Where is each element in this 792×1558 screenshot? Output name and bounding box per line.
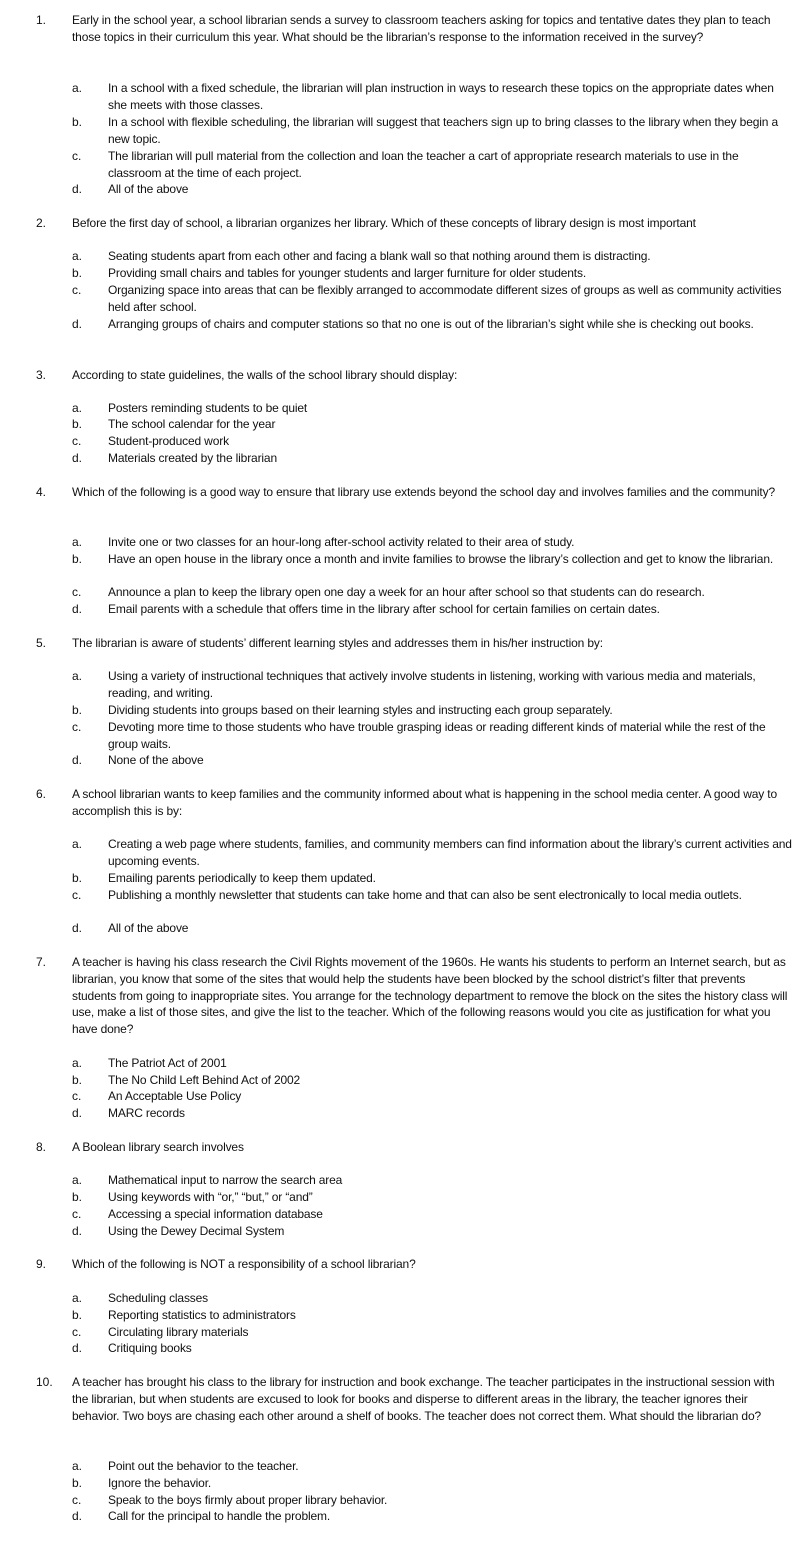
option-letter: d. — [72, 602, 83, 616]
option-letter: c. — [72, 434, 82, 448]
question-text: A teacher is having his class research the Civil Rights movement of the 1960s. He wants his students to perform an Internet search, but as librarian, you know that some of the sites that would help the students have been blocked by the school district’s filter that prevents students from going to inappropriate sites. You arrange for the technology department to remove the block on the sites the history class will use, make a list of those sites, and give the list to the teacher. Which of the following reasons would you cite as justification for what you have done? — [72, 955, 788, 1037]
question-text: Before the first day of school, a librarian organizes her library. Which of these concepts of library design is most important — [72, 216, 696, 230]
question-text: A school librarian wants to keep families and the community informed about what is happening in the school media center. A good way to accomplish this is by: — [72, 787, 777, 818]
option-text: Devoting more time to those students who have trouble grasping ideas or reading different kinds of material while the rest of the group waits. — [108, 720, 766, 751]
option-text: Mathematical input to narrow the search area — [108, 1173, 343, 1187]
question-number: 2. — [36, 216, 47, 230]
option-letter: c. — [72, 888, 82, 902]
option-letter: c. — [72, 585, 82, 599]
option-text: Providing small chairs and tables for younger students and larger furniture for older students. — [108, 266, 587, 280]
option-letter: b. — [72, 703, 83, 717]
option-letter: d. — [72, 1341, 83, 1355]
question-number: 1. — [36, 13, 47, 27]
option-text: Have an open house in the library once a month and invite families to browse the library’s collection and get to know the librarian. — [108, 552, 774, 566]
option-letter: b. — [72, 871, 83, 885]
option-text: Ignore the behavior. — [108, 1476, 212, 1490]
question-text: The librarian is aware of students’ different learning styles and addresses them in his/her instruction by: — [72, 636, 603, 650]
option-letter: c. — [72, 1089, 82, 1103]
option-text: Accessing a special information database — [108, 1207, 323, 1221]
option-letter: c. — [72, 1207, 82, 1221]
option-letter: a. — [72, 249, 83, 263]
option-letter: a. — [72, 1459, 83, 1473]
option-letter: a. — [72, 1173, 83, 1187]
option-letter: b. — [72, 552, 83, 566]
option-text: Point out the behavior to the teacher. — [108, 1459, 299, 1473]
question-text: A teacher has brought his class to the library for instruction and book exchange. The teacher participates in the instructional session with the librarian, but when students are excused to look for books and disperse to different areas in the library, the teacher ignores their behavior. Two boys are chasing each other around a shelf of books. The teacher does not correct them. What should the librarian do? — [72, 1375, 775, 1423]
question-text: A Boolean library search involves — [72, 1140, 244, 1154]
option-letter: d. — [72, 317, 83, 331]
option-text: Emailing parents periodically to keep them updated. — [108, 871, 376, 885]
option-text: In a school with a fixed schedule, the librarian will plan instruction in ways to research these topics on the appropriate dates when she meets with those classes. — [108, 81, 774, 112]
option-letter: b. — [72, 1073, 83, 1087]
option-text: Announce a plan to keep the library open one day a week for an hour after school so that students can do research. — [108, 585, 705, 599]
option-text: Invite one or two classes for an hour-long after-school activity related to their area of study. — [108, 535, 575, 549]
option-letter: c. — [72, 149, 82, 163]
option-text: Using keywords with “or,” “but,” or “and” — [108, 1190, 313, 1204]
option-letter: a. — [72, 1056, 83, 1070]
question-text: According to state guidelines, the walls of the school library should display: — [72, 368, 458, 382]
option-text: Reporting statistics to administrators — [108, 1308, 296, 1322]
option-letter: a. — [72, 401, 83, 415]
option-text: An Acceptable Use Policy — [108, 1089, 242, 1103]
question-text: Which of the following is a good way to ensure that library use extends beyond the school day and involves families and the community? — [72, 485, 775, 499]
option-letter: c. — [72, 1493, 82, 1507]
option-text: Organizing space into areas that can be flexibly arranged to accommodate different sizes of groups as well as community activities held after school. — [108, 283, 782, 314]
option-text: Student-produced work — [108, 434, 229, 448]
option-letter: d. — [72, 753, 83, 767]
option-letter: d. — [72, 921, 83, 935]
option-letter: d. — [72, 1509, 83, 1523]
option-letter: c. — [72, 283, 82, 297]
option-text: Speak to the boys firmly about proper library behavior. — [108, 1493, 388, 1507]
option-text: None of the above — [108, 753, 204, 767]
option-text: MARC records — [108, 1106, 185, 1120]
option-letter: b. — [72, 115, 83, 129]
option-text: All of the above — [108, 921, 189, 935]
option-text: Call for the principal to handle the problem. — [108, 1509, 331, 1523]
option-letter: d. — [72, 1224, 83, 1238]
question-number: 3. — [36, 368, 47, 382]
option-text: Publishing a monthly newsletter that students can take home and that can also be sent electronically to local media outlets. — [108, 888, 742, 902]
option-text: Using a variety of instructional techniques that actively involve students in listening, working with various media and materials, reading, and writing. — [108, 669, 756, 700]
question-text: Early in the school year, a school librarian sends a survey to classroom teachers asking for topics and tentative dates they plan to teach those topics in their curriculum this year. What should be the librarian’s response to the information received in the survey? — [72, 13, 771, 44]
question-text: Which of the following is NOT a responsibility of a school librarian? — [72, 1257, 416, 1271]
option-text: Arranging groups of chairs and computer stations so that no one is out of the librarian’s sight while she is checking out books. — [108, 317, 754, 331]
option-text: Using the Dewey Decimal System — [108, 1224, 285, 1238]
option-letter: d. — [72, 451, 83, 465]
option-letter: b. — [72, 1308, 83, 1322]
question-number: 5. — [36, 636, 47, 650]
option-letter: b. — [72, 266, 83, 280]
option-text: Scheduling classes — [108, 1291, 209, 1305]
option-text: All of the above — [108, 182, 189, 196]
option-text: Critiquing books — [108, 1341, 192, 1355]
option-text: The No Child Left Behind Act of 2002 — [108, 1073, 301, 1087]
option-letter: b. — [72, 417, 83, 431]
option-text: The school calendar for the year — [108, 417, 276, 431]
option-letter: c. — [72, 720, 82, 734]
option-text: In a school with flexible scheduling, the librarian will suggest that teachers sign up to bring classes to the library when they begin a new topic. — [108, 115, 778, 146]
option-text: Materials created by the librarian — [108, 451, 277, 465]
option-letter: a. — [72, 81, 83, 95]
option-text: Seating students apart from each other and facing a blank wall so that nothing around them is distracting. — [108, 249, 651, 263]
question-number: 9. — [36, 1257, 47, 1271]
option-letter: a. — [72, 669, 83, 683]
option-letter: a. — [72, 1291, 83, 1305]
option-letter: a. — [72, 535, 83, 549]
question-number: 10. — [36, 1375, 53, 1389]
option-text: Circulating library materials — [108, 1325, 249, 1339]
question-number: 6. — [36, 787, 47, 801]
question-number: 4. — [36, 485, 47, 499]
option-letter: b. — [72, 1476, 83, 1490]
option-letter: c. — [72, 1325, 82, 1339]
option-text: Creating a web page where students, families, and community members can find information about the library’s current activities and upcoming events. — [108, 837, 792, 868]
question-number: 7. — [36, 955, 47, 969]
question-number: 8. — [36, 1140, 47, 1154]
option-letter: d. — [72, 1106, 83, 1120]
option-letter: b. — [72, 1190, 83, 1204]
option-text: Posters reminding students to be quiet — [108, 401, 308, 415]
option-text: The librarian will pull material from the collection and loan the teacher a cart of appropriate research materials to use in the classroom at the time of each project. — [108, 149, 739, 180]
option-letter: d. — [72, 182, 83, 196]
option-text: Dividing students into groups based on their learning styles and instructing each group separately. — [108, 703, 613, 717]
option-letter: a. — [72, 837, 83, 851]
option-text: The Patriot Act of 2001 — [108, 1056, 227, 1070]
option-text: Email parents with a schedule that offers time in the library after school for certain families on certain dates. — [108, 602, 660, 616]
